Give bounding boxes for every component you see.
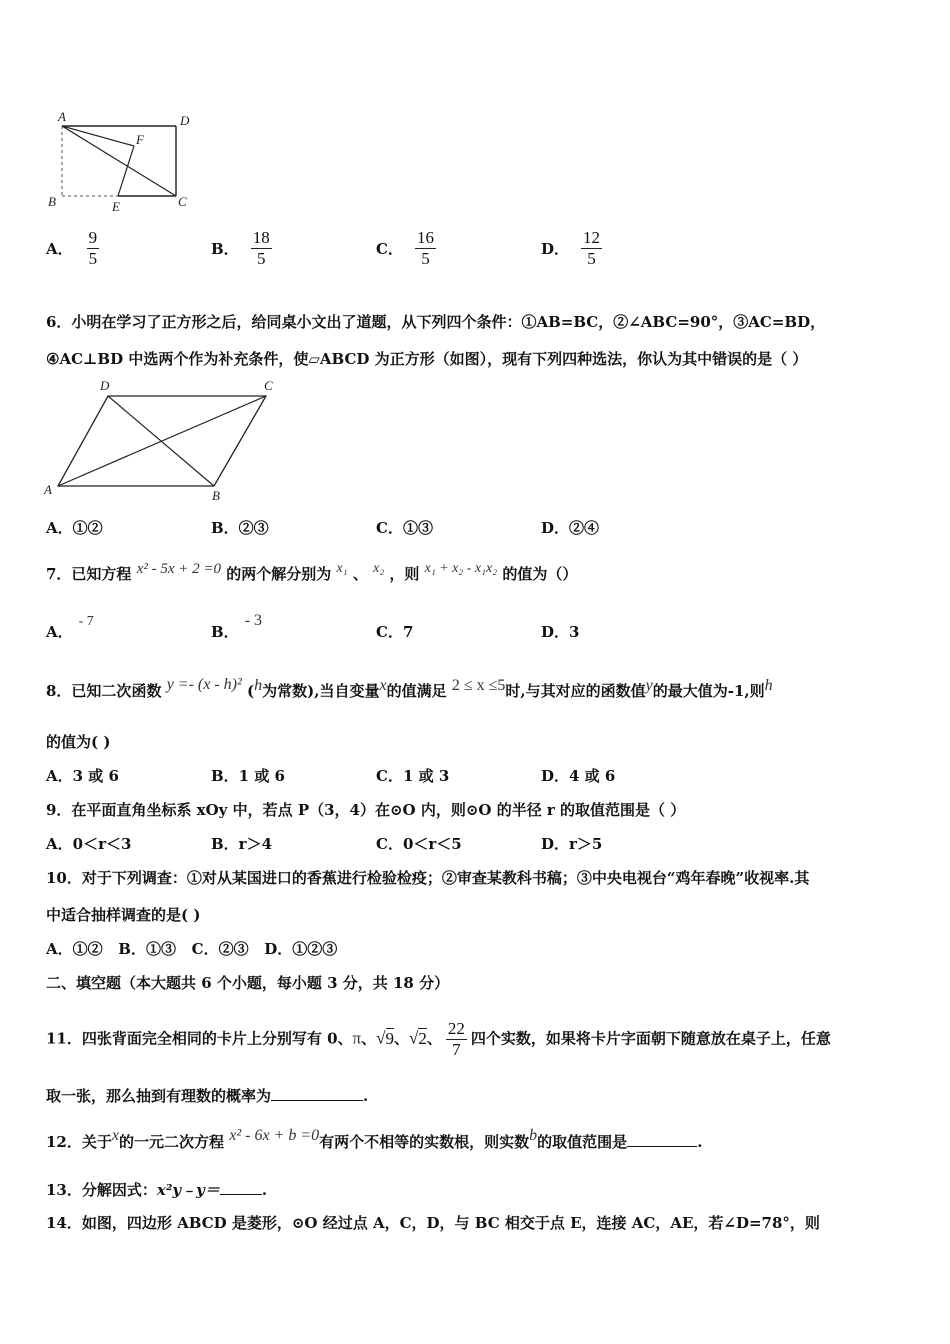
- q5-figure: [44, 108, 204, 216]
- q6-label-d: D: [100, 378, 110, 393]
- q10-options: A．①② B．①③ C．②③ D．①②③: [46, 940, 338, 958]
- q5-option-d-fraction: $\frac{12}{5}$: [583, 228, 601, 268]
- q5-label-e: E: [112, 199, 120, 214]
- q6-label-c: C: [264, 378, 273, 393]
- q6-option-b: B．②③: [211, 519, 269, 537]
- q7-option-c: C．7: [376, 623, 414, 641]
- q8-function: y =- (x - h)²: [166, 676, 242, 693]
- q5-option-b-fraction: $\frac{18}{5}$: [252, 228, 270, 268]
- q12-equation: x² - 6x + b =0: [229, 1127, 320, 1144]
- q6-option-c: C．①③: [376, 519, 433, 537]
- q6-line1: 6．小明在学习了正方形之后，给同桌小文出了道题，从下列四个条件：①AB=BC，②∠ABC=90°，③AC=BD，: [46, 313, 826, 331]
- q12-stem: 12．关于x的一元二次方程 x² - 6x + b =0有两个不相等的实数根，则实数b的取值范围是 .: [46, 1127, 703, 1151]
- q11-sqrt9: √9: [376, 1028, 394, 1048]
- q7-option-d: D．3: [541, 623, 580, 641]
- q6-option-a: A．①②: [46, 519, 103, 537]
- q13-expression: x²y﹣y＝: [156, 1181, 220, 1199]
- q8-stem: 8．已知二次函数 y =- (x - h)² (h为常数),当自变量x的值满足 2 ≤ x ≤5时,与其对应的函数值y的最大值为-1,则h: [46, 676, 773, 700]
- q8-option-d: D．4 或 6: [541, 767, 616, 785]
- q5-label-a: A: [58, 109, 66, 124]
- q5-option-a-fraction: $\frac{9}{5}$: [88, 228, 98, 268]
- section-title-fill-in: 二、填空题（本大题共 6 个小题，每小题 3 分，共 18 分）: [46, 974, 450, 992]
- q5-option-d: D． $\frac{12}{5}$: [541, 228, 601, 268]
- q9-option-a: A．0＜r＜3: [46, 835, 132, 853]
- q5-label-f: F: [136, 132, 144, 147]
- q5-label-c: C: [178, 194, 187, 209]
- q7-x2: x₂: [373, 561, 385, 576]
- q9-option-b: B．r＞4: [211, 835, 273, 853]
- q6-label-a: A: [44, 482, 52, 497]
- q9-option-c: C．0＜r＜5: [376, 835, 462, 853]
- q7-option-b: B．- 3: [211, 612, 263, 641]
- q5-option-a: A． $\frac{9}{5}$: [46, 228, 98, 268]
- q8-option-a: A．3 或 6: [46, 767, 119, 785]
- q9-option-d: D．r＞5: [541, 835, 603, 853]
- q7-option-a: A．- 7: [46, 614, 94, 641]
- q9-stem: 9．在平面直角坐标系 xOy 中，若点 P（3，4）在⊙O 内，则⊙O 的半径 r 的取值范围是（ ）: [46, 801, 686, 819]
- q11-line2: 取一张，那么抽到有理数的概率为 .: [46, 1087, 369, 1105]
- q13-stem: 13．分解因式：x²y﹣y＝ .: [46, 1181, 268, 1199]
- q11-pi: π: [352, 1028, 362, 1048]
- q11-answer-blank[interactable]: [271, 1099, 363, 1101]
- q6-option-d: D．②④: [541, 519, 600, 537]
- q6-figure: [42, 376, 282, 504]
- q11-stem: 11．四张背面完全相同的卡片上分别写有 0、π、√9、√2、 $\frac{22}{7}$ 四个实数，如果将卡片字面朝下随意放在桌子上，任意: [46, 1019, 831, 1059]
- q8-line2: 的值为( ): [46, 733, 111, 751]
- q10-line2: 中适合抽样调查的是( ): [46, 906, 201, 924]
- q6-label-b: B: [212, 488, 220, 503]
- q6-line2: ④AC⊥BD 中选两个作为补充条件，使▱ABCD 为正方形（如图），现有下列四种选法，你认为其中错误的是（ ）: [46, 350, 808, 368]
- q12-answer-blank[interactable]: [627, 1145, 697, 1147]
- q8-range: 2 ≤ x ≤5: [451, 677, 506, 694]
- q7-equation: x² - 5x + 2 =0: [136, 561, 221, 577]
- q14-stem: 14．如图，四边形 ABCD 是菱形，⊙O 经过点 A，C，D，与 BC 相交于点 E，连接 AC，AE，若∠D=78°，则: [46, 1214, 820, 1232]
- q13-answer-blank[interactable]: [220, 1193, 262, 1195]
- q8-option-c: C．1 或 3: [376, 767, 450, 785]
- q7-x1: x₁: [336, 561, 348, 576]
- q5-option-b: B． $\frac{18}{5}$: [211, 228, 270, 268]
- q7-stem: 7．已知方程 x² - 5x + 2 =0 的两个解分别为 x₁ 、 x₂ ，则 x₁ + x₂ - x₁x₂ 的值为（）: [46, 561, 578, 583]
- q7-expression: x₁ + x₂ - x₁x₂: [424, 561, 498, 576]
- q5-label-d: D: [180, 113, 190, 128]
- q8-option-b: B．1 或 6: [211, 767, 285, 785]
- q10-line1: 10．对于下列调查：①对从某国进口的香蕉进行检验检疫；②审查某教科书稿；③中央电视台“鸡年春晚”收视率.其: [46, 869, 810, 887]
- q5-option-c-fraction: $\frac{16}{5}$: [416, 228, 434, 268]
- q11-sqrt2: √2: [409, 1028, 427, 1048]
- q5-label-b: B: [48, 194, 56, 209]
- q11-fraction: $\frac{22}{7}$: [447, 1019, 465, 1059]
- q5-option-c: C． $\frac{16}{5}$: [376, 228, 434, 268]
